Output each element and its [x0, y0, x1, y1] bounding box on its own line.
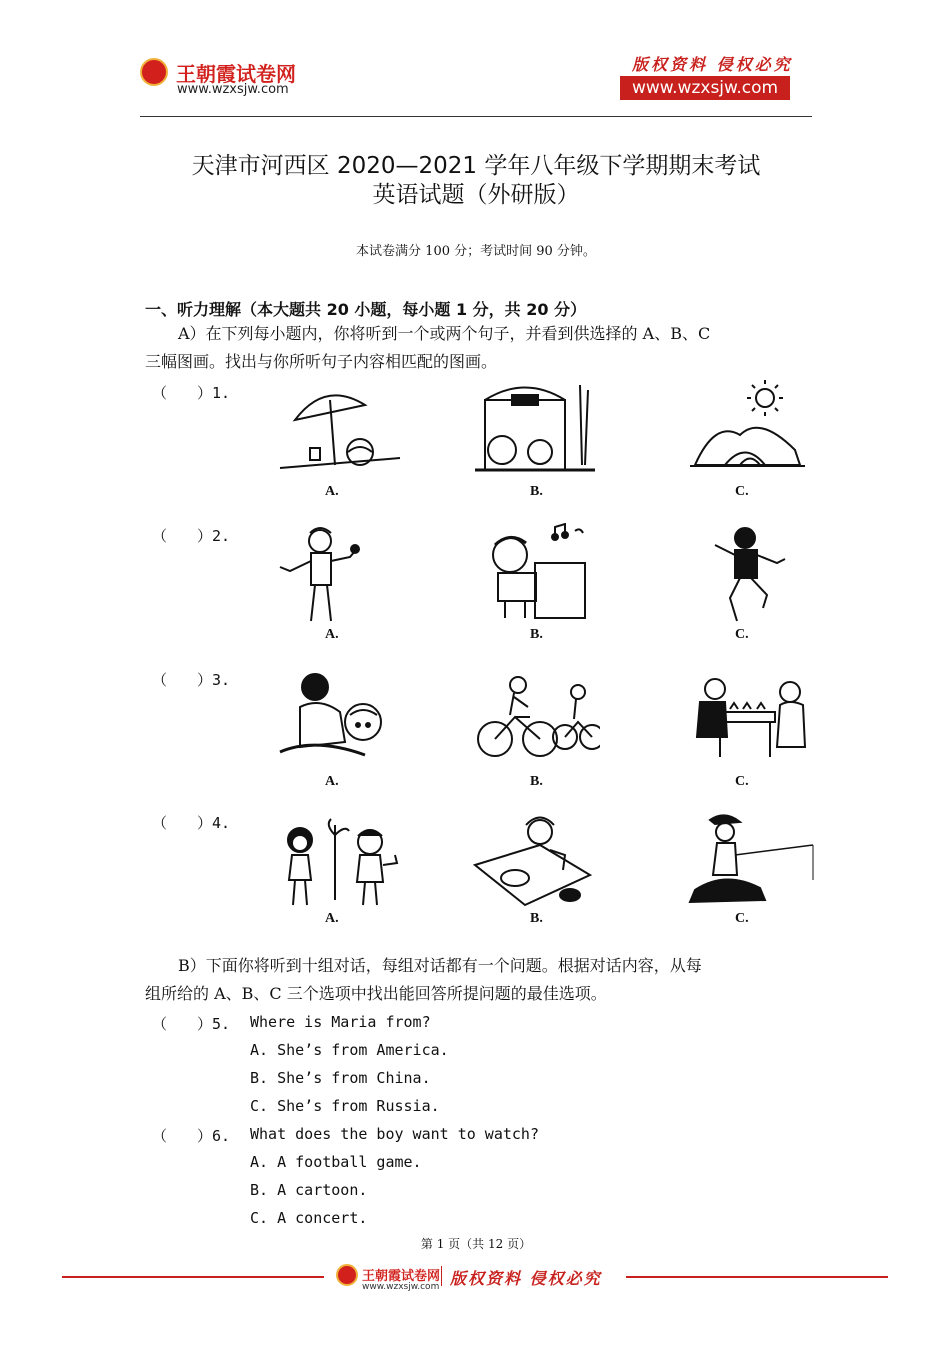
- footer-logo-icon: [336, 1264, 358, 1286]
- footer-url[interactable]: www.wzxsjw.com: [362, 1282, 440, 1292]
- copyright-notice: 版权资料 侵权必究: [632, 55, 793, 74]
- question-5-option-b[interactable]: B. She’s from China.: [250, 1069, 431, 1087]
- footer-brand: 王朝霞试卷网: [362, 1269, 441, 1284]
- zoo-animals-icon[interactable]: [470, 380, 600, 484]
- question-5-text: Where is Maria from?: [250, 1013, 431, 1031]
- question-3-option-label: B.: [530, 774, 543, 789]
- question-3-option-label: C.: [735, 774, 749, 789]
- question-1-option-label: B.: [530, 484, 543, 499]
- singer-icon[interactable]: [275, 523, 405, 627]
- page-number: 第 1 页（共 12 页）: [420, 1237, 532, 1251]
- exam-subtitle: 英语试题（外研版）: [372, 182, 580, 208]
- boy-with-baby-icon[interactable]: [275, 667, 405, 771]
- question-4-option-label: C.: [735, 911, 749, 926]
- question-6-number[interactable]: （ ）6.: [152, 1127, 231, 1145]
- question-2-number[interactable]: （ ）2.: [152, 527, 231, 545]
- question-2-option-label: B.: [530, 627, 543, 642]
- url-banner[interactable]: www.wzxsjw.com: [620, 76, 790, 100]
- footer-divider: [441, 1266, 442, 1286]
- question-6-text: What does the boy want to watch?: [250, 1125, 539, 1143]
- question-2-option-label: C.: [735, 627, 749, 642]
- question-5-option-a[interactable]: A. She’s from America.: [250, 1041, 449, 1059]
- question-3-number[interactable]: （ ）3.: [152, 671, 231, 689]
- brand-name: 王朝霞试卷网: [176, 62, 296, 86]
- question-1-number[interactable]: （ ）1.: [152, 384, 231, 402]
- cyclists-icon[interactable]: [470, 667, 600, 771]
- question-6-option-a[interactable]: A. A football game.: [250, 1153, 422, 1171]
- question-2-option-label: A.: [325, 627, 339, 642]
- footer-rule-left: [62, 1276, 324, 1278]
- part-b-instructions: B）下面你将听到十组对话，每组对话都有一个问题。根据对话内容，从每: [178, 956, 702, 975]
- question-1-option-label: C.: [735, 484, 749, 499]
- exam-title: 天津市河西区 2020—2021 学年八年级下学期期末考试: [191, 153, 761, 179]
- fishing-icon[interactable]: [685, 810, 815, 914]
- exam-note: 本试卷满分 100 分；考试时间 90 分钟。: [356, 244, 596, 259]
- footer-copyright: 版权资料 侵权必究: [450, 1269, 602, 1288]
- chess-players-icon[interactable]: [685, 667, 815, 771]
- question-5-number[interactable]: （ ）5.: [152, 1015, 231, 1033]
- footer-rule-right: [626, 1276, 888, 1278]
- question-1-option-label: A.: [325, 484, 339, 499]
- mountain-sun-icon[interactable]: [685, 380, 815, 484]
- beach-umbrella-icon[interactable]: [275, 380, 405, 484]
- part-b-instructions-2: 组所给的 A、B、C 三个选项中找出能回答所提问题的最佳选项。: [145, 984, 607, 1003]
- dancer-icon[interactable]: [685, 523, 815, 627]
- brand-logo-icon: [140, 58, 168, 86]
- question-4-option-label: A.: [325, 911, 339, 926]
- picnic-icon[interactable]: [470, 810, 600, 914]
- piano-player-icon[interactable]: [470, 523, 600, 627]
- brand-url[interactable]: www.wzxsjw.com: [177, 82, 289, 97]
- part-a-instructions-2: 三幅图画。找出与你所听句子内容相匹配的图画。: [145, 352, 498, 371]
- section-heading: 一、听力理解（本大题共 20 小题，每小题 1 分，共 20 分）: [145, 300, 587, 319]
- question-4-option-label: B.: [530, 911, 543, 926]
- question-5-option-c[interactable]: C. She’s from Russia.: [250, 1097, 440, 1115]
- question-4-number[interactable]: （ ）4.: [152, 814, 231, 832]
- question-3-option-label: A.: [325, 774, 339, 789]
- question-6-option-c[interactable]: C. A concert.: [250, 1209, 368, 1227]
- header-rule: [140, 116, 812, 117]
- girls-watering-icon[interactable]: [275, 810, 405, 914]
- question-6-option-b[interactable]: B. A cartoon.: [250, 1181, 368, 1199]
- part-a-instructions: A）在下列每小题内，你将听到一个或两个句子，并看到供选择的 A、B、C: [178, 324, 711, 343]
